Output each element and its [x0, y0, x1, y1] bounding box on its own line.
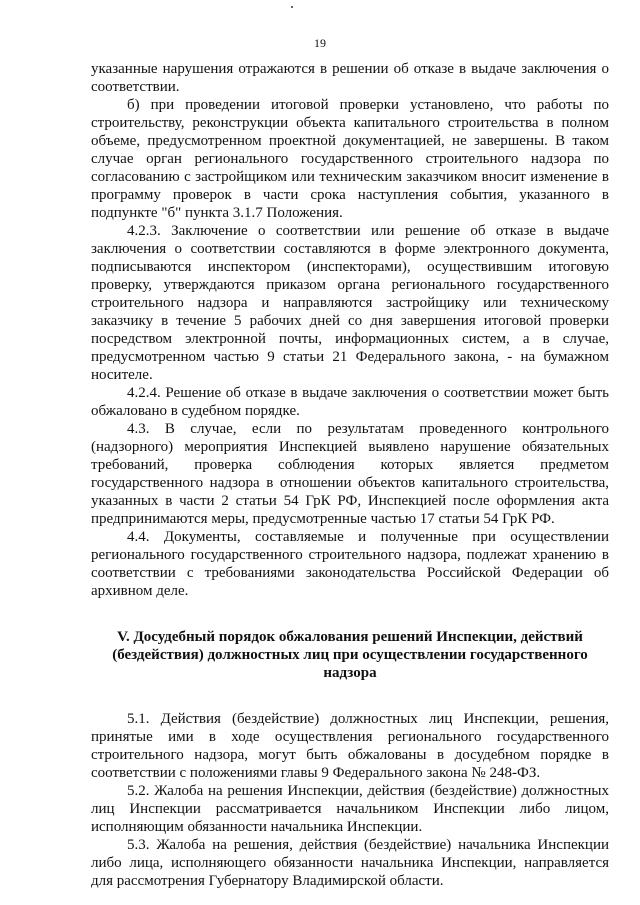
- section-heading: V. Досудебный порядок обжалования решений Инспекции, действий (бездействия) должностных лиц при осуществлении государственного надзора: [112, 629, 588, 681]
- paragraph-5-3: 5.3. Жалоба на решения, действия (бездействие) начальника Инспекции либо лица, исполняющего обязанности начальника Инспекции, направляется для рассмотрения Губернатору Владимирской области.: [91, 837, 609, 889]
- scan-speck: [291, 6, 293, 8]
- paragraph-4-2-3: 4.2.3. Заключение о соответствии или решение об отказе в выдаче заключения о соответствии составляются в форме электронного документа, подписываются инспектором (инспекторами), осуществившим итоговую проверку, утверждаются приказом органа регионального государственного строительного надзора и направляются застройщику или техническому заказчику в течение 5 рабочих дней со дня завершения итоговой проверки посредством электронной почты, информационных систем, а в случае, предусмотренном частью 9 статьи 21 Федерального закона, - на бумажном носителе.: [91, 223, 609, 383]
- paragraph-4-4: 4.4. Документы, составляемые и полученные при осуществлении регионального государственного строительного надзора, подлежат хранению в соответствии с требованиями законодательства Российской Федерации об архивном деле.: [91, 529, 609, 599]
- page-number: 19: [314, 36, 326, 50]
- paragraph-4-3: 4.3. В случае, если по результатам проведенного контрольного (надзорного) мероприятия Инспекцией выявлено нарушение обязательных требований, проверка соблюдения которых является предметом государственного надзора в отношении объектов капитального строительства, указанных в части 2 статьи 54 ГрК РФ, Инспекцией после оформления акта предпринимаются меры, предусмотренные частью 17 статьи 54 ГрК РФ.: [91, 421, 609, 527]
- document-body: [91, 60, 609, 890]
- paragraph-5-2: 5.2. Жалоба на решения Инспекции, действия (бездействие) должностных лиц Инспекции рассматривается начальником Инспекции либо лицом, исполняющим обязанности начальника Инспекции.: [91, 783, 609, 835]
- paragraph-continuation: указанные нарушения отражаются в решении об отказе в выдаче заключения о соответствии.: [91, 61, 609, 95]
- paragraph-4-2-4: 4.2.4. Решение об отказе в выдаче заключения о соответствии может быть обжаловано в судебном порядке.: [91, 385, 609, 419]
- paragraph-5-1: 5.1. Действия (бездействие) должностных лиц Инспекции, решения, принятые ими в ходе осуществления регионального государственного строительного надзора, могут быть обжалованы в досудебном порядке в соответствии с положениями главы 9 Федерального закона № 248-ФЗ.: [91, 711, 609, 781]
- paragraph-subitem-b: б) при проведении итоговой проверки установлено, что работы по строительству, реконструкции объекта капитального строительства в полном объеме, предусмотренном проектной документацией, не завершены. В таком случае орган регионального государственного строительного надзора по согласованию с застройщиком или техническим заказчиком вносит изменение в программу проверок в части срока наступления события, указанного в подпункте "б" пункта 3.1.7 Положения.: [91, 97, 609, 221]
